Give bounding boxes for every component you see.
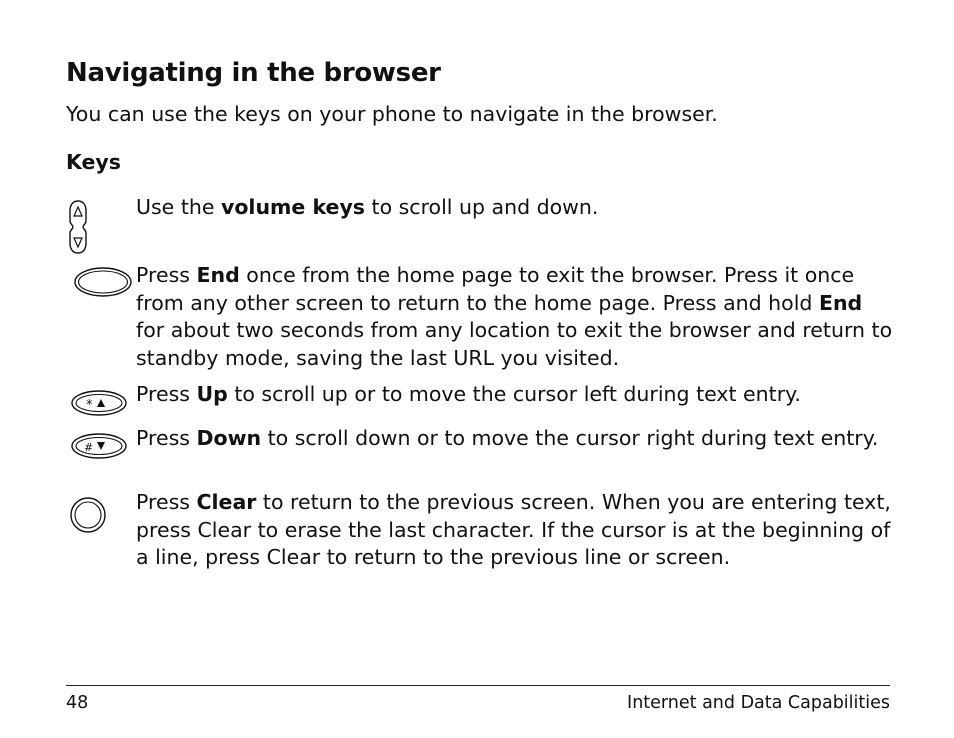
key-desc-end: Press End once from the home page to exit the browser. Press it once from any other screen to return to the home page. Press and hold End for about two seconds from any location to exit the browser and return to standby mode, saving the last URL you visited. [136,263,893,370]
key-desc-down: Press Down to scroll down or to move the cursor right during text entry. [136,426,879,450]
page-title: Navigating in the browser [66,58,441,88]
svg-text:#: # [84,441,94,454]
key-desc-clear: Press Clear to return to the previous screen. When you are entering text, press Clear to erase the last character. If the cursor is at the beginning of a line, press Clear to return to the previous line or screen. [136,490,891,569]
intro-text: You can use the keys on your phone to navigate in the browser. [66,102,718,126]
volume-keys-icon [68,199,88,255]
key-desc-up: Press Up to scroll up or to move the cursor left during text entry. [136,382,801,406]
page-number: 48 [66,693,89,713]
key-desc-volume: Use the volume keys to scroll up and down. [136,195,599,219]
footer-section-title: Internet and Data Capabilities [627,693,890,713]
keys-subheading: Keys [66,150,121,174]
clear-key-icon [69,496,107,534]
svg-text:*: * [86,398,93,413]
footer-divider [66,685,890,686]
end-key-icon [73,266,133,298]
up-key-icon [70,389,128,417]
down-key-icon [70,432,128,460]
